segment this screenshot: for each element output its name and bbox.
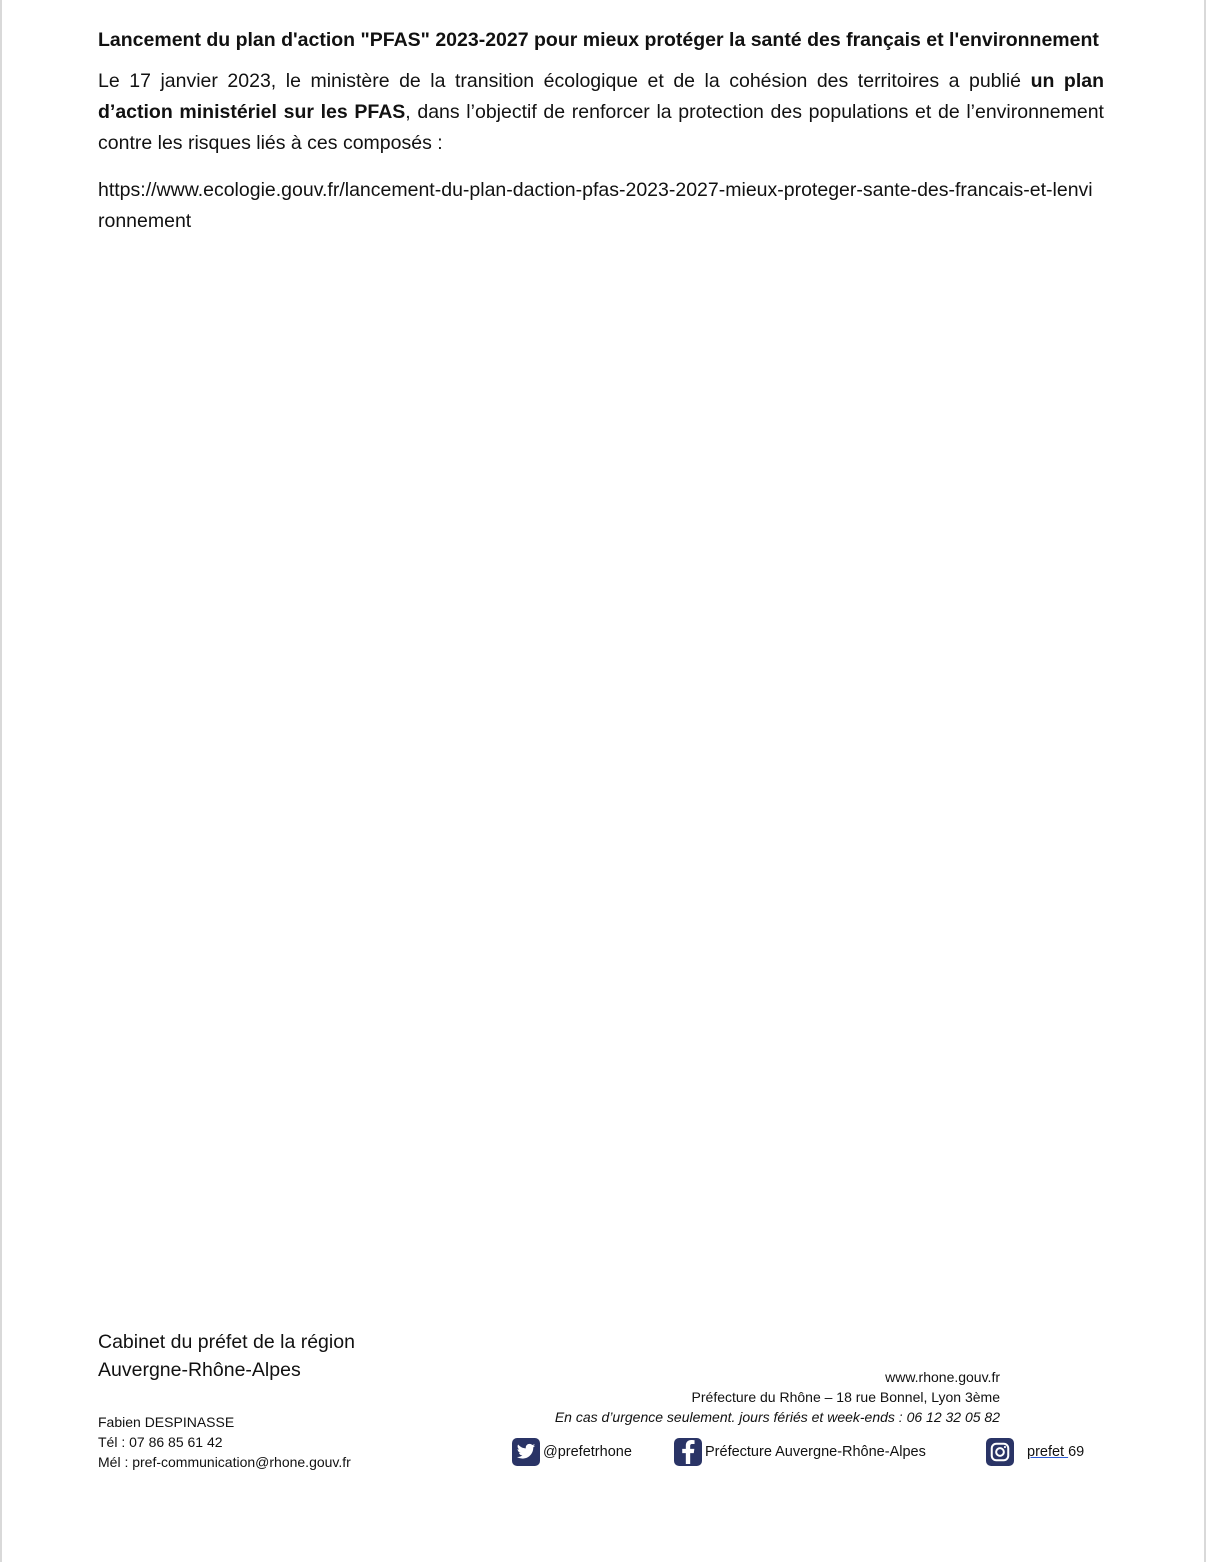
page-edge-left <box>0 0 2 1562</box>
instagram-icon <box>986 1438 1014 1466</box>
instagram-handle-part-2: 69 <box>1068 1444 1085 1460</box>
twitter-handle: @prefetrhone <box>543 1444 632 1460</box>
paragraph-end: , dans l’objectif de renforcer la protection des populations et de l’environnement contre les risques liés à ces composés : <box>98 101 1104 154</box>
cabinet-line-1: Cabinet du préfet de la région <box>98 1331 355 1353</box>
contact-block <box>98 1412 351 1472</box>
facebook-icon <box>674 1438 702 1466</box>
paragraph-bold: un plan d’action ministériel sur les PFAS <box>98 70 1105 123</box>
twitter-icon <box>512 1438 540 1466</box>
contact-mail[interactable]: Mél : pref-communication@rhone.gouv.fr <box>98 1454 351 1470</box>
twitter-link[interactable] <box>512 1437 632 1467</box>
article <box>98 26 1104 237</box>
cabinet-line-2: Auvergne-Rhône-Alpes <box>98 1359 301 1381</box>
instagram-link[interactable] <box>986 1437 1084 1467</box>
website-link[interactable]: www.rhone.gouv.fr <box>885 1369 1000 1385</box>
article-title: Lancement du plan d'action "PFAS" 2023-2027 pour mieux protéger la santé des français et l'environnement <box>98 29 1099 51</box>
facebook-page-name: Préfecture Auvergne-Rhône-Alpes <box>705 1444 926 1460</box>
contact-name: Fabien DESPINASSE <box>98 1414 235 1430</box>
urgency-line: En cas d’urgence seulement. jours fériés et week-ends : 06 12 32 05 82 <box>554 1409 1000 1425</box>
instagram-handle-part-1: prefet <box>1027 1444 1069 1460</box>
contact-tel: Tél : 07 86 85 61 42 <box>98 1434 223 1450</box>
paragraph-start: Le 17 janvier 2023, le ministère de la transition écologique et de la cohésion des territoires a publié <box>98 70 1031 92</box>
article-paragraph <box>98 66 1104 159</box>
prefecture-info <box>555 1367 1000 1427</box>
cabinet-block <box>98 1328 355 1384</box>
instagram-handle <box>1027 1444 1084 1460</box>
article-url[interactable]: https://www.ecologie.gouv.fr/lancement-du-plan-daction-pfas-2023-2027-mieux-proteger-sante-des-francais-et-lenvironnement <box>98 179 1093 232</box>
facebook-link[interactable] <box>674 1437 926 1467</box>
address: Préfecture du Rhône – 18 rue Bonnel, Lyon 3ème <box>691 1389 1000 1405</box>
